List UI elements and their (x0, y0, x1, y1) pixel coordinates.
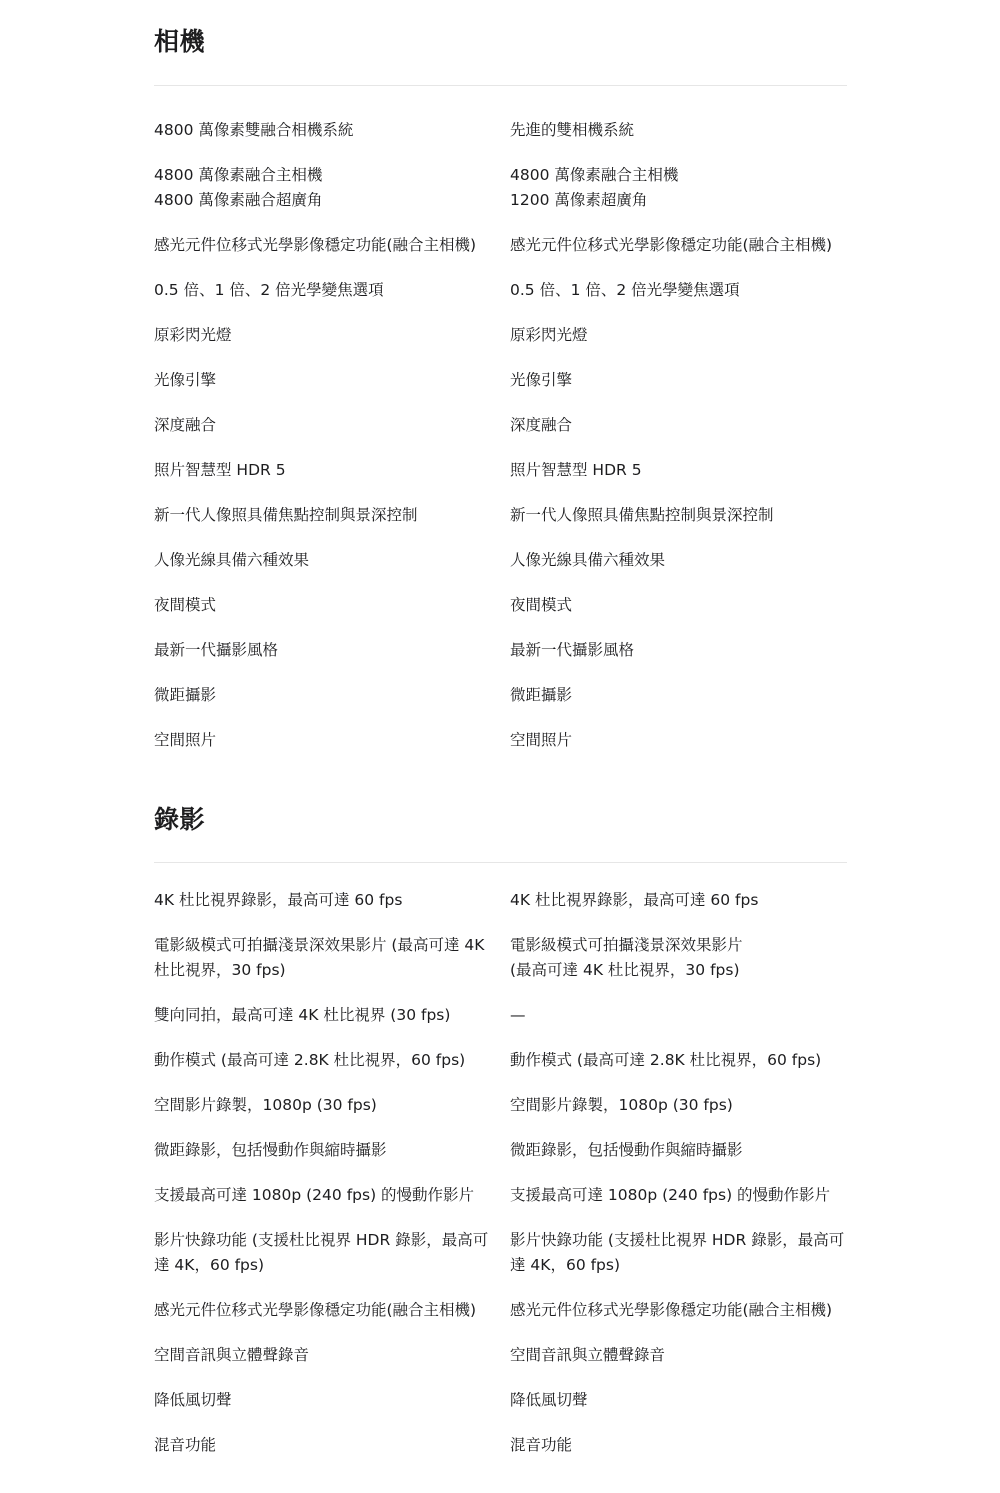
spec-cell-model-a: 動作模式 (最高可達 2.8K 杜比視界，60 fps) (154, 1051, 466, 1069)
spec-cell-model-a: 4K 杜比視界錄影，最高可達 60 fps (154, 891, 403, 909)
spec-cell-model-b: 微距錄影，包括慢動作與縮時攝影 (510, 1141, 743, 1159)
video-spec-rows (154, 888, 847, 1478)
spec-cell-model-b: 空間音訊與立體聲錄音 (510, 1346, 666, 1364)
spec-cell-model-a: 微距攝影 (154, 686, 217, 704)
spec-cell-model-b: 感光元件位移式光學影像穩定功能(融合主相機) (510, 1301, 833, 1319)
spec-cell-model-a: 微距錄影，包括慢動作與縮時攝影 (154, 1141, 387, 1159)
spec-cell-model-b: 感光元件位移式光學影像穩定功能(融合主相機) (510, 236, 833, 254)
spec-row (154, 728, 847, 753)
spec-cell-model-b: 0.5 倍、1 倍、2 倍光學變焦選項 (510, 281, 740, 299)
spec-cell-model-b: 照片智慧型 HDR 5 (510, 461, 642, 479)
spec-cell-model-a: 夜間模式 (154, 596, 217, 614)
spec-cell-model-b: 先進的雙相機系統 (510, 121, 635, 139)
spec-cell-model-a: 4800 萬像素雙融合相機系統 (154, 121, 354, 139)
spec-cell-model-b: 人像光線具備六種效果 (510, 551, 666, 569)
spec-row (154, 1048, 847, 1073)
spec-cell-model-b: 新一代人像照具備焦點控制與景深控制 (510, 506, 774, 524)
spec-cell-model-a: 空間音訊與立體聲錄音 (154, 1346, 310, 1364)
spec-cell-model-a: 人像光線具備六種效果 (154, 551, 310, 569)
spec-cell-model-a: 雙向同拍，最高可達 4K 杜比視界 (30 fps) (154, 1006, 451, 1024)
spec-cell-model-b: 光像引擎 (510, 371, 573, 389)
camera-divider (154, 85, 847, 86)
camera-spec-rows (154, 118, 847, 773)
spec-cell-model-a: 光像引擎 (154, 371, 217, 389)
spec-cell-model-a: 混音功能 (154, 1436, 217, 1454)
spec-cell-model-a: 0.5 倍、1 倍、2 倍光學變焦選項 (154, 281, 384, 299)
spec-row (154, 888, 847, 913)
spec-row (154, 548, 847, 573)
spec-cell-model-b: 降低風切聲 (510, 1391, 588, 1409)
spec-cell-model-a: 感光元件位移式光學影像穩定功能(融合主相機) (154, 236, 477, 254)
spec-cell-model-b: 微距攝影 (510, 686, 573, 704)
spec-cell-model-a: 原彩閃光燈 (154, 326, 232, 344)
camera-section-title: 相機 (154, 27, 206, 56)
spec-row (154, 458, 847, 483)
spec-cell-model-b: 動作模式 (最高可達 2.8K 杜比視界，60 fps) (510, 1051, 822, 1069)
spec-cell-model-a: 新一代人像照具備焦點控制與景深控制 (154, 506, 418, 524)
spec-row (154, 1343, 847, 1368)
spec-row (154, 1183, 847, 1208)
spec-cell-model-b: 空間照片 (510, 731, 573, 749)
video-divider (154, 862, 847, 863)
spec-row (154, 233, 847, 258)
spec-row (154, 638, 847, 663)
spec-cell-model-b: 影片快錄功能 (支援杜比視界 HDR 錄影，最高可達 4K，60 fps) (510, 1231, 845, 1274)
spec-cell-model-b: — (510, 1006, 526, 1024)
spec-cell-model-b: 支援最高可達 1080p (240 fps) 的慢動作影片 (510, 1186, 831, 1204)
spec-row (154, 1388, 847, 1413)
spec-cell-model-a: 照片智慧型 HDR 5 (154, 461, 286, 479)
spec-cell-model-b: 原彩閃光燈 (510, 326, 588, 344)
spec-cell-model-b: 夜間模式 (510, 596, 573, 614)
spec-cell-model-a: 4800 萬像素融合主相機 4800 萬像素融合超廣角 (154, 166, 323, 209)
spec-row (154, 368, 847, 393)
spec-cell-model-b: 深度融合 (510, 416, 573, 434)
spec-cell-model-b: 電影級模式可拍攝淺景深效果影片 (最高可達 4K 杜比視界，30 fps) (510, 936, 743, 979)
spec-row (154, 118, 847, 143)
spec-cell-model-a: 空間照片 (154, 731, 217, 749)
spec-cell-model-b: 4K 杜比視界錄影，最高可達 60 fps (510, 891, 759, 909)
spec-row (154, 1003, 847, 1028)
spec-row (154, 1138, 847, 1163)
spec-cell-model-a: 降低風切聲 (154, 1391, 232, 1409)
spec-cell-model-a: 最新一代攝影風格 (154, 641, 279, 659)
spec-row (154, 503, 847, 528)
spec-row (154, 323, 847, 348)
spec-cell-model-a: 深度融合 (154, 416, 217, 434)
spec-row (154, 1433, 847, 1458)
spec-cell-model-a: 感光元件位移式光學影像穩定功能(融合主相機) (154, 1301, 477, 1319)
spec-cell-model-b: 最新一代攝影風格 (510, 641, 635, 659)
spec-row (154, 593, 847, 618)
spec-cell-model-a: 空間影片錄製，1080p (30 fps) (154, 1096, 377, 1114)
spec-row (154, 413, 847, 438)
spec-cell-model-a: 支援最高可達 1080p (240 fps) 的慢動作影片 (154, 1186, 475, 1204)
spec-row (154, 1298, 847, 1323)
spec-cell-model-b: 混音功能 (510, 1436, 573, 1454)
video-section-title: 錄影 (154, 805, 206, 834)
spec-row (154, 933, 847, 983)
spec-cell-model-b: 4800 萬像素融合主相機 1200 萬像素超廣角 (510, 166, 679, 209)
spec-cell-model-b: 空間影片錄製，1080p (30 fps) (510, 1096, 733, 1114)
spec-cell-model-a: 影片快錄功能 (支援杜比視界 HDR 錄影，最高可達 4K，60 fps) (154, 1231, 489, 1274)
spec-row (154, 1228, 847, 1278)
spec-cell-model-a: 電影級模式可拍攝淺景深效果影片 (最高可達 4K 杜比視界，30 fps) (154, 936, 485, 979)
spec-row (154, 1093, 847, 1118)
spec-row (154, 683, 847, 708)
spec-row (154, 163, 847, 213)
spec-row (154, 278, 847, 303)
